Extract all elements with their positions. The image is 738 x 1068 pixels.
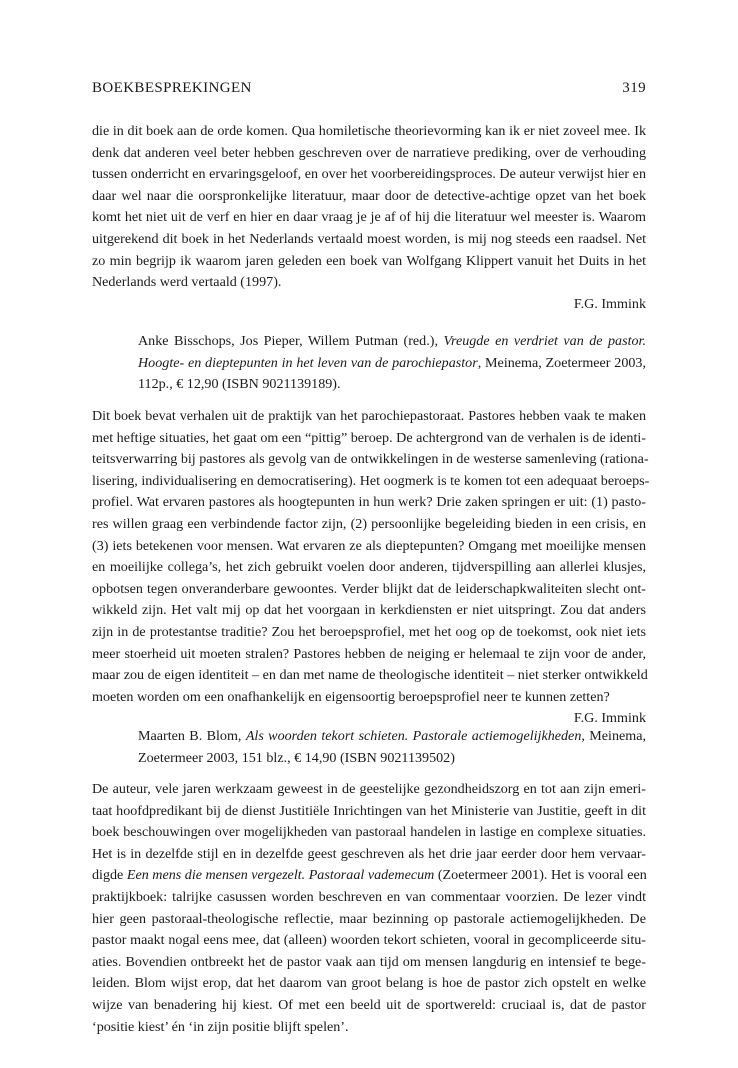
paragraph-line: met heftige situaties, het gaat om een “pittig” beroep. De achtergrond van de verhalen is de identi- (92, 429, 646, 446)
review-3-body (92, 779, 646, 1038)
review-3-reference (138, 726, 646, 769)
reference-subtitle: Hoogte- en dieptepunten in het leven van de parochiepastor (138, 354, 478, 371)
paragraph-line: moeten worden om een onafhankelijk en eigensoortig beroepsprofiel neer te kunnen zetten? (92, 688, 610, 705)
paragraph-line: zo min begrijp ik waarom jaren geleden een boek van Wolfgang Klippert vanuit het Duits in het (92, 252, 646, 269)
paragraph-line: ‘positie kiest’ én ‘in zijn positie blijft spelen’. (92, 1018, 349, 1035)
paragraph-line: Het is in dezelfde stijl en in dezelfde geest geschreven als het drie jaar eerder door hem vervaar- (92, 845, 646, 862)
paragraph-line: wijze van benadering hij kiest. Of met een beeld uit de sportwereld: cruciaal is, dat de pastor (92, 996, 646, 1013)
paragraph-line: komt het niet uit de verf en hier en daar vraag je je af of hij die literatuur wel meester is. Waarom (92, 209, 646, 226)
paragraph-line: en moeilijke collega’s, het zich gebruikt voelen door anderen, tijdverspilling aan allerlei klusjes, (92, 559, 646, 576)
paragraph-line: boek beschouwingen over mogelijkheden van pastoraal handelen in lastige en complexe situaties. (92, 824, 646, 841)
reviewer-signature: F.G. Immink (573, 295, 646, 312)
paragraph-line: hier geen pastoraal-theologische reflectie, maar bezinning op pastorale actiemogelijkheden. De (92, 910, 646, 927)
line-text: digde (92, 867, 127, 884)
paragraph-line: De auteur, vele jaren werkzaam geweest in de geestelijke gezondheidszorg en tot aan zijn emeri- (92, 781, 646, 797)
paragraph-line: leiden. Blom wijst erop, dat het daarom van groot belang is hoe de pastor zich opstelt en welke (92, 975, 646, 992)
review-2-reference (138, 331, 646, 396)
page-number: 319 (622, 80, 646, 96)
running-head-title: BOEKBESPREKINGEN (92, 80, 252, 96)
paragraph-line: maar zou de eigen identiteit – en dan met name de theologische identiteit – niet sterker ontwikkeld (92, 667, 648, 684)
paragraph-line: zijn in de protestantse traditie? Zou het beroepsprofiel, met het oog op de toekomst, ook niet iets (92, 623, 646, 640)
paragraph-line: wikkeld zijn. Het valt mij op dat het voorgaan in kerkdiensten er niet uitspringt. Zou dat anders (92, 602, 646, 619)
reference-line: 112p., € 12,90 (ISBN 9021139189). (138, 376, 341, 393)
paragraph-line: teitsverwarring bij pastores als gevolg van de ontwikkelingen in de westerse samenleving (rationa- (92, 451, 649, 468)
reference-title: Vreugde en verdriet van de pastor. (443, 333, 646, 349)
paragraph-line: denk dat anderen veel beter hebben geschreven over de narratieve prediking, over de verhouding (92, 144, 646, 161)
paragraph-line: pastor maakt nogal eens mee, dat (alleen) woorden tekort schieten, vooral in gecompliceerde situ- (92, 932, 646, 949)
paragraph-line: tussen onderricht en ervaringsgeloof, en over het voorbereidingsproces. De auteur verwijst hier en (92, 166, 646, 183)
paragraph-line: (3) iets betekenen voor mensen. Wat ervaren ze als dieptepunten? Omgang met moeilijke mensen (92, 537, 646, 554)
paragraph-line: Dit boek bevat verhalen uit de praktijk van het parochiepastoraat. Pastores hebben vaak te maken (92, 408, 646, 424)
reference-line (138, 331, 646, 353)
paragraph-line: profiel. Wat ervaren pastores als hoogtepunten in hun werk? Drie zaken springen er uit: (1) pasto- (92, 494, 646, 511)
paragraph-line: daar wel naar die oorspronkelijke literatuur, maar door de detective-achtige opzet van het boek (92, 187, 646, 204)
paragraph-line: opbotsen tegen onveranderbare gewoontes. Verder blijkt dat de leiderschapkwaliteiten slecht ont- (92, 580, 646, 597)
paragraph-line: praktijkboek: talrijke casussen worden beschreven en van commentaar voorzien. De lezer vindt (92, 888, 646, 905)
reference-publisher: , Meinema, (581, 728, 647, 744)
reference-author: Maarten B. Blom, (138, 728, 246, 744)
paragraph-line: lisering, individualisering en democratisering). Het oogmerk is te komen tot een adequaat beroeps- (92, 472, 650, 489)
reference-authors: Anke Bisschops, Jos Pieper, Willem Putman (red.), (138, 333, 444, 349)
paragraph-line: meer stoerheid uit moeten stralen? Pastores hebben de neiging er helemaal te zijn voor de ander, (92, 645, 646, 662)
paragraph-line: aties. Bovendien ontbreekt het de pastor vaak aan tijd om mensen langdurig en intensief te bege- (92, 953, 646, 970)
paragraph-line: uitgerekend dit boek in het Nederlands vertaald moest worden, is mij nog steeds een raadsel. Net (92, 230, 646, 247)
reviewer-signature: F.G. Immink (573, 710, 646, 727)
paragraph-line: die in dit boek aan de orde komen. Qua homiletische theorievorming kan ik er niet zoveel mee. Ik (92, 123, 646, 139)
reference-publisher: , Meinema, Zoetermeer 2003, (477, 354, 646, 371)
paragraph-line: res willen graag een verbindende factor zijn, (2) persoonlijke begeleiding bieden in een crisis, en (92, 515, 646, 532)
cited-title: Een mens die mensen vergezelt. Pastoraal vademecum (126, 867, 435, 884)
reference-line (138, 353, 646, 375)
paragraph-line (92, 865, 646, 887)
review-2-body (92, 406, 650, 730)
line-text: (Zoetermeer 2001). Het is vooral een (434, 867, 647, 884)
reference-line (138, 726, 646, 748)
reference-title: Als woorden tekort schieten. Pastorale actiemogelijkheden (245, 728, 582, 744)
paragraph-line: Nederlands werd vertaald (1997). (92, 274, 282, 291)
review-1-body (92, 121, 646, 315)
paragraph-line: taat hoofdpredikant bij de dienst Justitiële Inrichtingen van het Ministerie van Justitie, geeft in dit (92, 802, 646, 819)
reference-line: Zoetermeer 2003, 151 blz., € 14,90 (ISBN 9021139502) (138, 749, 455, 766)
